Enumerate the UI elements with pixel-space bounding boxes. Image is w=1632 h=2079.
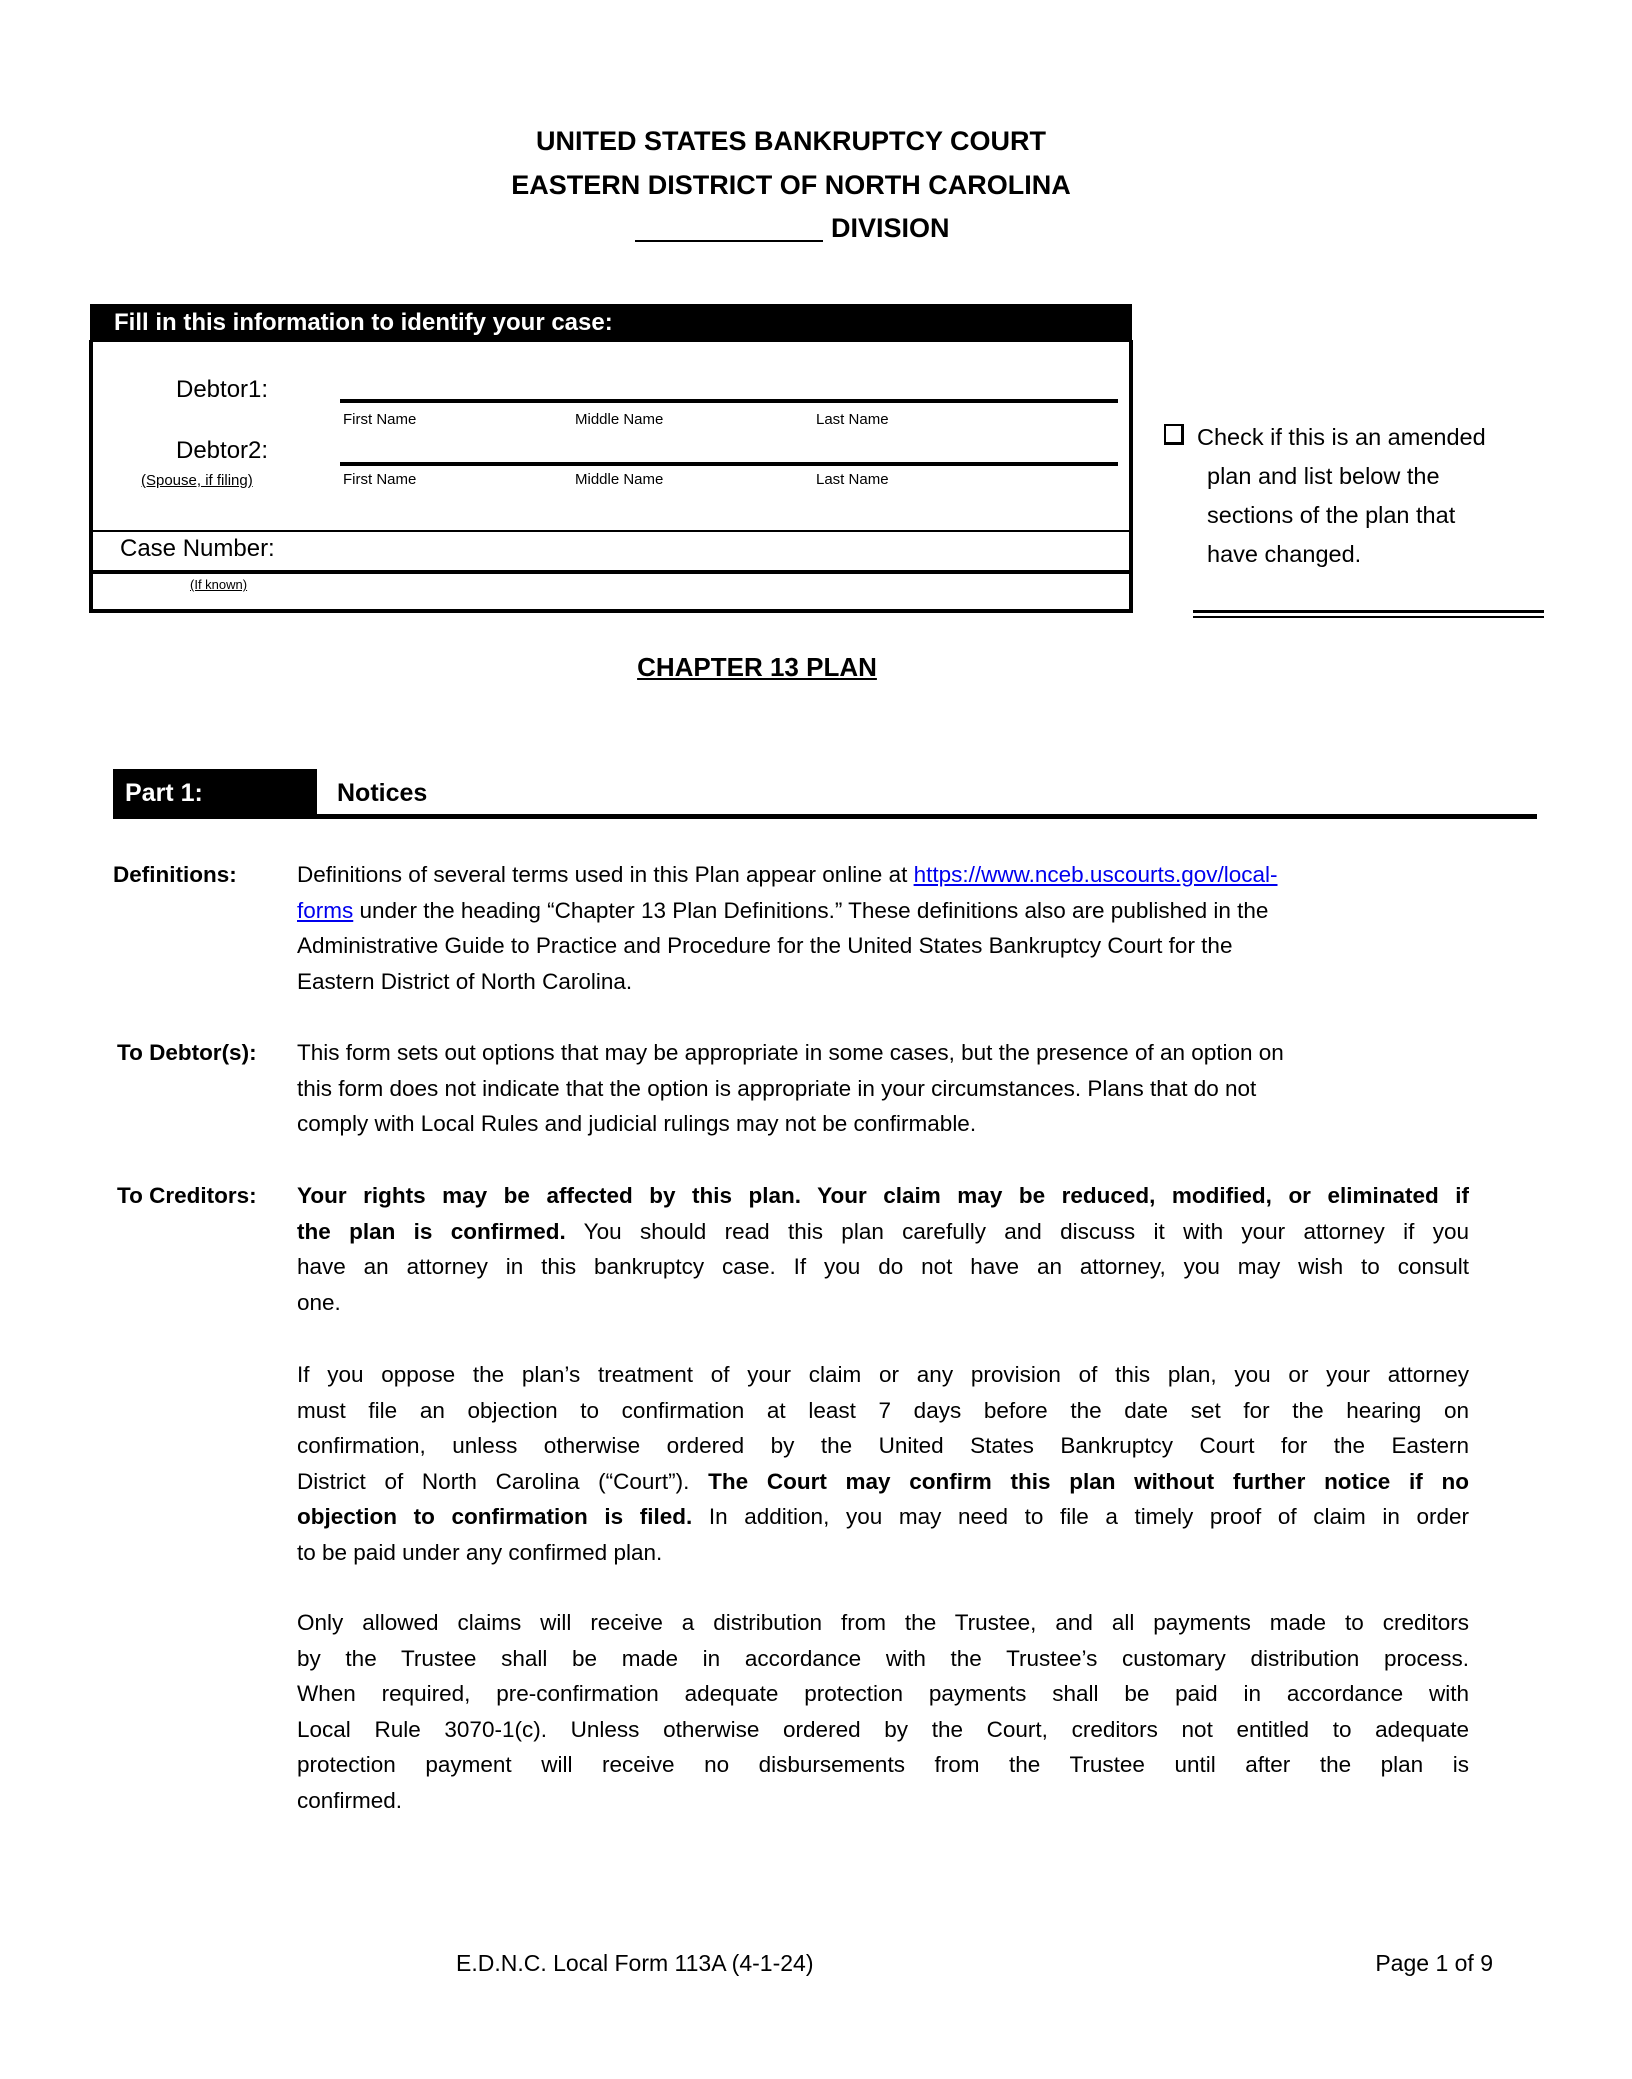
case-number-note: (If known): [190, 577, 248, 592]
debtor2-middle-name-caption: Middle Name: [575, 471, 664, 488]
part1-label-box: [113, 769, 317, 816]
text: When required, pre-confirmation adequate protection payments shall be paid in accordance with: [297, 1681, 1469, 1706]
text: protection payment will receive no disbursements from the Trustee until after the plan is: [297, 1752, 1469, 1777]
debtor2-first-name-caption: First Name: [343, 471, 417, 488]
to-creditors-paragraph-2: [297, 1357, 1469, 1570]
amended-text: [1197, 418, 1486, 574]
text: The Court may confirm this plan without further notice if no: [708, 1468, 1469, 1494]
text: have an attorney in this bankruptcy case. If you do not have an attorney, you may wish to consult: [297, 1254, 1469, 1279]
court-name: UNITED STATES BANKRUPTCY COURT: [535, 126, 1046, 156]
debtor2-last-name-caption: Last Name: [816, 471, 889, 488]
text: confirmed.: [297, 1787, 403, 1813]
case-box-header: [90, 304, 1132, 342]
text: Eastern District of North Carolina.: [297, 968, 633, 994]
text: comply with Local Rules and judicial rulings may not be confirmable.: [297, 1111, 977, 1136]
text: Definitions of several terms used in this Plan appear online at: [297, 862, 914, 887]
amended-checkbox[interactable]: [1164, 424, 1184, 445]
amended-text-line: sections of the plan that: [1207, 502, 1456, 528]
text: must file an objection to confirmation at least 7 days before the date set for the hearing on: [297, 1397, 1469, 1423]
debtor1-name-field[interactable]: [340, 355, 1118, 403]
text: In addition, you may need to file a timely proof of claim in order: [692, 1504, 1469, 1529]
division-blank[interactable]: [635, 240, 823, 242]
to-debtors-paragraph: [297, 1035, 1469, 1142]
amended-text-line: plan and list below the: [1207, 463, 1440, 489]
text: objection to confirmation is filed.: [297, 1504, 693, 1529]
text: You should read this plan carefully and discuss it with your attorney if you: [565, 1218, 1469, 1244]
debtor1-first-name-caption: First Name: [343, 411, 417, 428]
to-creditors-paragraph-1: [297, 1178, 1469, 1320]
district-name: EASTERN DISTRICT OF NORTH CAROLINA: [511, 170, 1071, 200]
definitions-link[interactable]: forms: [297, 897, 354, 923]
part1-rule: [113, 814, 1537, 819]
text: one.: [297, 1289, 341, 1315]
debtor2-note: (Spouse, if filing): [141, 472, 253, 489]
text: If you oppose the plan’s treatment of your claim or any provision of this plan, you or your attorney: [297, 1362, 1469, 1387]
text: this form does not indicate that the option is appropriate in your circumstances. Plans that do not: [297, 1075, 1257, 1101]
text: confirmation, unless otherwise ordered by the United States Bankruptcy Court for the Eastern: [297, 1433, 1469, 1458]
debtor1-middle-name-caption: Middle Name: [575, 411, 664, 428]
debtor1-last-name-caption: Last Name: [816, 411, 889, 428]
division-label: DIVISION: [831, 213, 950, 243]
to-creditors-paragraph-3: [297, 1605, 1469, 1818]
debtor1-label: Debtor1:: [176, 376, 269, 403]
part1-label: Part 1:: [125, 779, 203, 807]
case-box-title: Fill in this information to identify your case:: [114, 309, 613, 336]
divider: [93, 570, 1129, 574]
text: Administrative Guide to Practice and Procedure for the United States Bankruptcy Court for the: [297, 933, 1233, 958]
case-number-field[interactable]: [300, 533, 1120, 569]
footer-form-id: E.D.N.C. Local Form 113A (4-1-24): [456, 1950, 814, 1976]
amended-text-line: Check if this is an amended: [1197, 424, 1486, 450]
to-creditors-label: To Creditors:: [117, 1183, 257, 1208]
text: Only allowed claims will receive a distribution from the Trustee, and all payments made to creditors: [297, 1610, 1469, 1635]
to-debtors-label: To Debtor(s):: [117, 1040, 257, 1065]
debtor2-name-field[interactable]: [340, 430, 1118, 466]
text: the plan is confirmed.: [297, 1218, 566, 1244]
definitions-paragraph: [297, 857, 1469, 999]
text: District of North Carolina (“Court”).: [297, 1468, 709, 1494]
text: under the heading “Chapter 13 Plan Definitions.” These definitions also are published in the: [353, 897, 1269, 923]
text: to be paid under any confirmed plan.: [297, 1539, 663, 1565]
debtor2-label: Debtor2:: [176, 437, 269, 464]
divider: [93, 530, 1129, 532]
text: Local Rule 3070-1(c). Unless otherwise ordered by the Court, creditors not entitled to adequate: [297, 1716, 1469, 1742]
definitions-link[interactable]: https://www.nceb.uscourts.gov/local-: [913, 862, 1278, 887]
amended-sections-field[interactable]: [1193, 610, 1544, 618]
text: Your rights may be affected by this plan. Your claim may be reduced, modified, or eliminated if: [297, 1183, 1469, 1208]
text: This form sets out options that may be appropriate in some cases, but the presence of an option on: [297, 1040, 1284, 1065]
part1-title: Notices: [337, 779, 428, 807]
document-title: CHAPTER 13 PLAN: [637, 652, 877, 682]
case-number-label: Case Number:: [120, 535, 275, 562]
amended-text-line: have changed.: [1207, 541, 1362, 567]
definitions-label: Definitions:: [113, 862, 237, 887]
text: by the Trustee shall be made in accordance with the Trustee’s customary distribution process.: [297, 1645, 1469, 1671]
footer-page-number: Page 1 of 9: [1375, 1950, 1493, 1976]
